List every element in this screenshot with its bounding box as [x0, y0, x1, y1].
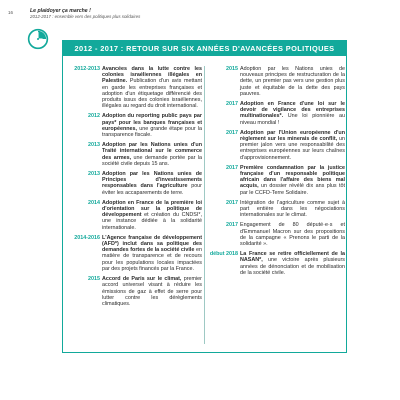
timeline-entry: [66, 171, 202, 196]
entry-body: premier accord universel visant à réduire les émissions de gaz à effet de serre pour lutter contre les dérèglements climatiques.: [102, 276, 202, 307]
entry-year: 2015: [226, 66, 238, 72]
entry-year: 2012: [88, 113, 100, 120]
timeline-entry: [209, 222, 345, 247]
page-number: 16: [8, 10, 14, 15]
timeline-entry: [66, 113, 202, 138]
section-title: 2012 - 2017 : RETOUR SUR SIX ANNÉES D'AVANCÉES POLITIQUES: [74, 43, 335, 53]
entry-year: 2014: [88, 199, 100, 206]
running-subtitle: 2012-2017 : ensemble vers des politiques plus solidaires: [30, 14, 141, 19]
right-column: [209, 66, 345, 280]
entry-text: [240, 222, 345, 247]
entry-text: [240, 130, 345, 161]
entry-body: Adoption par les Nations unies de nouveaux principes de restructuration de la dette, un premier pas vers une gestion plus juste et équitable de la dette des pays pauvres.: [240, 66, 345, 97]
entry-year: 2015: [88, 276, 100, 283]
column-divider: [204, 66, 205, 344]
entry-text: [102, 66, 202, 109]
entry-year: 2017: [226, 164, 238, 171]
entry-year: début 2018: [209, 251, 238, 258]
entry-body: un premier jalon vers une responsabilité des entreprises européennes sur leurs chaînes d'approvisionnement.: [240, 136, 346, 161]
entry-headline: Avancées dans la lutte contre les colonies israéliennes illégales en Palestine.: [102, 66, 202, 85]
entry-headline: Adoption du reporting public pays par pays* pour les banques françaises et européennes,: [102, 113, 202, 132]
entry-year: 2014-2016: [74, 234, 100, 241]
entry-text: [102, 171, 202, 196]
entry-body: une grande étape pour la transparence fiscale.: [102, 125, 202, 139]
timeline-entry: [209, 200, 345, 219]
left-column: [66, 66, 202, 311]
running-header: [8, 8, 308, 22]
entry-year: 2017: [226, 129, 238, 136]
entry-body: Intégration de l'agriculture comme sujet à part entière dans les négociations internationales sur le climat.: [240, 199, 345, 219]
entry-body: Publication d'un avis mettant en garde les entreprises françaises et adoption d'un étiquetage différencié des produits issus des colonies israéliennes, illégales au regard du droit international.: [102, 78, 202, 110]
timeline-entry: [209, 101, 345, 126]
timeline-entry: [66, 66, 202, 109]
timeline-entry: [209, 251, 345, 276]
entry-headline: Adoption par les Nations unies d'un Traité international sur le commerce des armes,: [102, 142, 202, 161]
entry-body: un dossier révélé dix ans plus tôt par le CCFD-Terre Solidaire.: [240, 183, 345, 196]
running-title: Le plaidoyer ça marche !: [30, 8, 91, 14]
entry-body: et création du CNDSI*, une instance dédiée à la solidarité internationale.: [102, 212, 202, 231]
entry-body: pour éviter les accaparements de terre.: [102, 183, 202, 196]
entry-headline: Adoption par l'Union européenne d'un règlement sur les minerais de conflit,: [240, 129, 345, 143]
timeline-entry: [209, 66, 345, 97]
entry-body: en matière de transparence et de recours pour les populations locales impactées par des projets financés par la France.: [102, 247, 203, 272]
timeline-entry: [209, 165, 345, 196]
timeline-entry: [66, 235, 202, 272]
entry-text: [102, 113, 202, 138]
entry-text: [240, 200, 345, 219]
entry-headline: Première condamnation par la justice française d'un responsable politique africain dans l'affaire des biens mal acquis,: [240, 164, 345, 190]
entry-headline: Adoption en France d'une loi sur le devoir de vigilance des entreprises multinationales*.: [240, 101, 345, 120]
entry-text: [102, 276, 202, 307]
entry-text: [240, 165, 345, 196]
entry-year: 2017: [226, 222, 238, 229]
entry-body: une demande portée par la société civile depuis 15 ans.: [102, 154, 203, 167]
entry-body: une victoire après plusieurs années de dénonciation et de mobilisation de la société civile.: [240, 257, 345, 276]
entry-headline: La France se retire officiellement de la NASAN*,: [240, 251, 345, 264]
entry-text: [240, 66, 345, 97]
entry-text: [240, 251, 345, 276]
entry-text: [102, 200, 202, 231]
entry-year: 2017: [226, 101, 238, 108]
section-banner: [62, 40, 347, 56]
clock-icon: [27, 28, 49, 50]
entry-text: [102, 142, 202, 167]
entry-year: 2012-2013: [74, 66, 100, 72]
entry-body: Une loi pionnière au niveau mondial !: [240, 113, 345, 126]
entry-year: 2013: [88, 142, 100, 149]
timeline-entry: [66, 276, 202, 307]
entry-headline: Accord de Paris sur le climat,: [102, 276, 182, 283]
entry-year: 2017: [226, 199, 238, 206]
entry-year: 2013: [88, 171, 100, 178]
entry-headline: Adoption en France de la première loi d'orientation sur la politique de développement: [102, 199, 202, 219]
timeline-entry: [66, 200, 202, 231]
entry-text: [240, 101, 345, 126]
timeline-entry: [209, 130, 345, 161]
entry-headline: Adoption par les Nations unies de Principes d'investissements responsables dans l'agriculture: [102, 171, 202, 190]
entry-body: Engagement de 80 député·e·s et d'Emmanuel Macron sur des propositions de la campagne « Prenons le parti de la solidarité ».: [240, 222, 345, 248]
entry-headline: L'Agence française de développement (AFD*) inclut dans sa politique des demandes fortes de la société civile: [102, 234, 202, 254]
timeline-entry: [66, 142, 202, 167]
entry-text: [102, 235, 202, 272]
